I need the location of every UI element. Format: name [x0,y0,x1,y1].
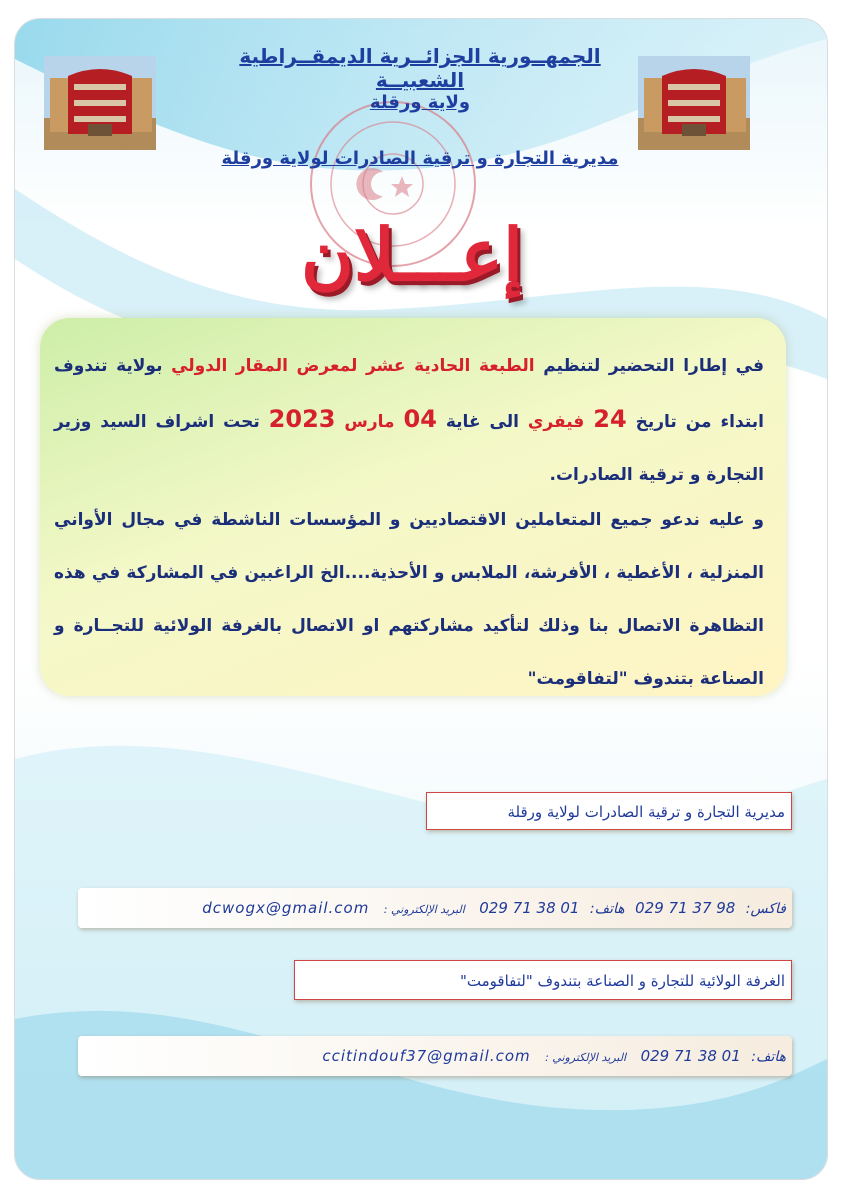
directorate-contact-box [78,888,792,928]
end-month: مارس [335,412,404,432]
email-address[interactable]: dcwogx@gmail.com [202,899,370,917]
fax-number: 029 71 37 98 [635,899,736,917]
phone-label: هاتف: [589,901,625,917]
announcement-title: إعـــلان [300,212,524,297]
chamber-phone-number: 029 71 38 01 [640,1047,741,1065]
fair-name: الطبعة الحادية عشر لمعرض المقار الدولي [171,356,535,376]
year: 2023 [268,405,336,433]
chamber-contact-box [78,1036,792,1076]
chamber-name-box: الغرفة الولائية للتجارة و الصناعة بتندوف "لتفاقومت" [294,960,792,1000]
building-photo-left [44,56,156,150]
start-month: فيفري [518,412,594,432]
start-day: 24 [593,405,627,433]
p1-supervision: تحت اشراف السيد وزير التجارة و ترقية الصادرات. [54,412,764,485]
announcement-paragraph-1 [54,340,764,502]
p1-until: الى غاية [436,412,519,432]
announcement-paragraph-2: و عليه ندعو جميع المتعاملين الاقتصاديين و المؤسسات الناشطة في مجال الأواني المنزلية ، الأغطية ، الأفرشة، الملابس و الأحذية....الخ الراغبين في المشاركة في هذه التظاهرة الاتصال بنا وذلك لتأكيد مشاركتهم او الاتصال بالغرفة الولائية للتجــارة و الصناعة بتندوف "لتفاقومت" [54,510,764,689]
building-photo-right [638,56,750,150]
email-label: البريد الإلكتروني : [383,903,465,916]
chamber-phone-label: هاتف: [751,1049,786,1065]
chamber-email-address[interactable]: ccitindouf37@gmail.com [322,1047,531,1065]
republic-heading: الجمهــورية الجزائــرية الديمقــراطية الشعبيــة [239,44,601,92]
directorate-heading: مديرية التجارة و ترقية الصادرات لولاية ورقلة [221,148,619,169]
chamber-email-label: البريد الإلكتروني : [545,1051,627,1064]
end-day: 04 [403,405,437,433]
directorate-name-box: مديرية التجارة و ترقية الصادرات لولاية ورقلة [426,792,792,830]
p1-location: بولاية تندوف ابتداء من تاريخ [54,356,764,432]
p1-intro: في إطارا التحضير لتنظيم [534,356,764,376]
wilaya-heading: ولاية ورقلة [369,92,471,113]
fax-label: فاكس: [745,901,786,917]
phone-number: 029 71 38 01 [479,899,580,917]
